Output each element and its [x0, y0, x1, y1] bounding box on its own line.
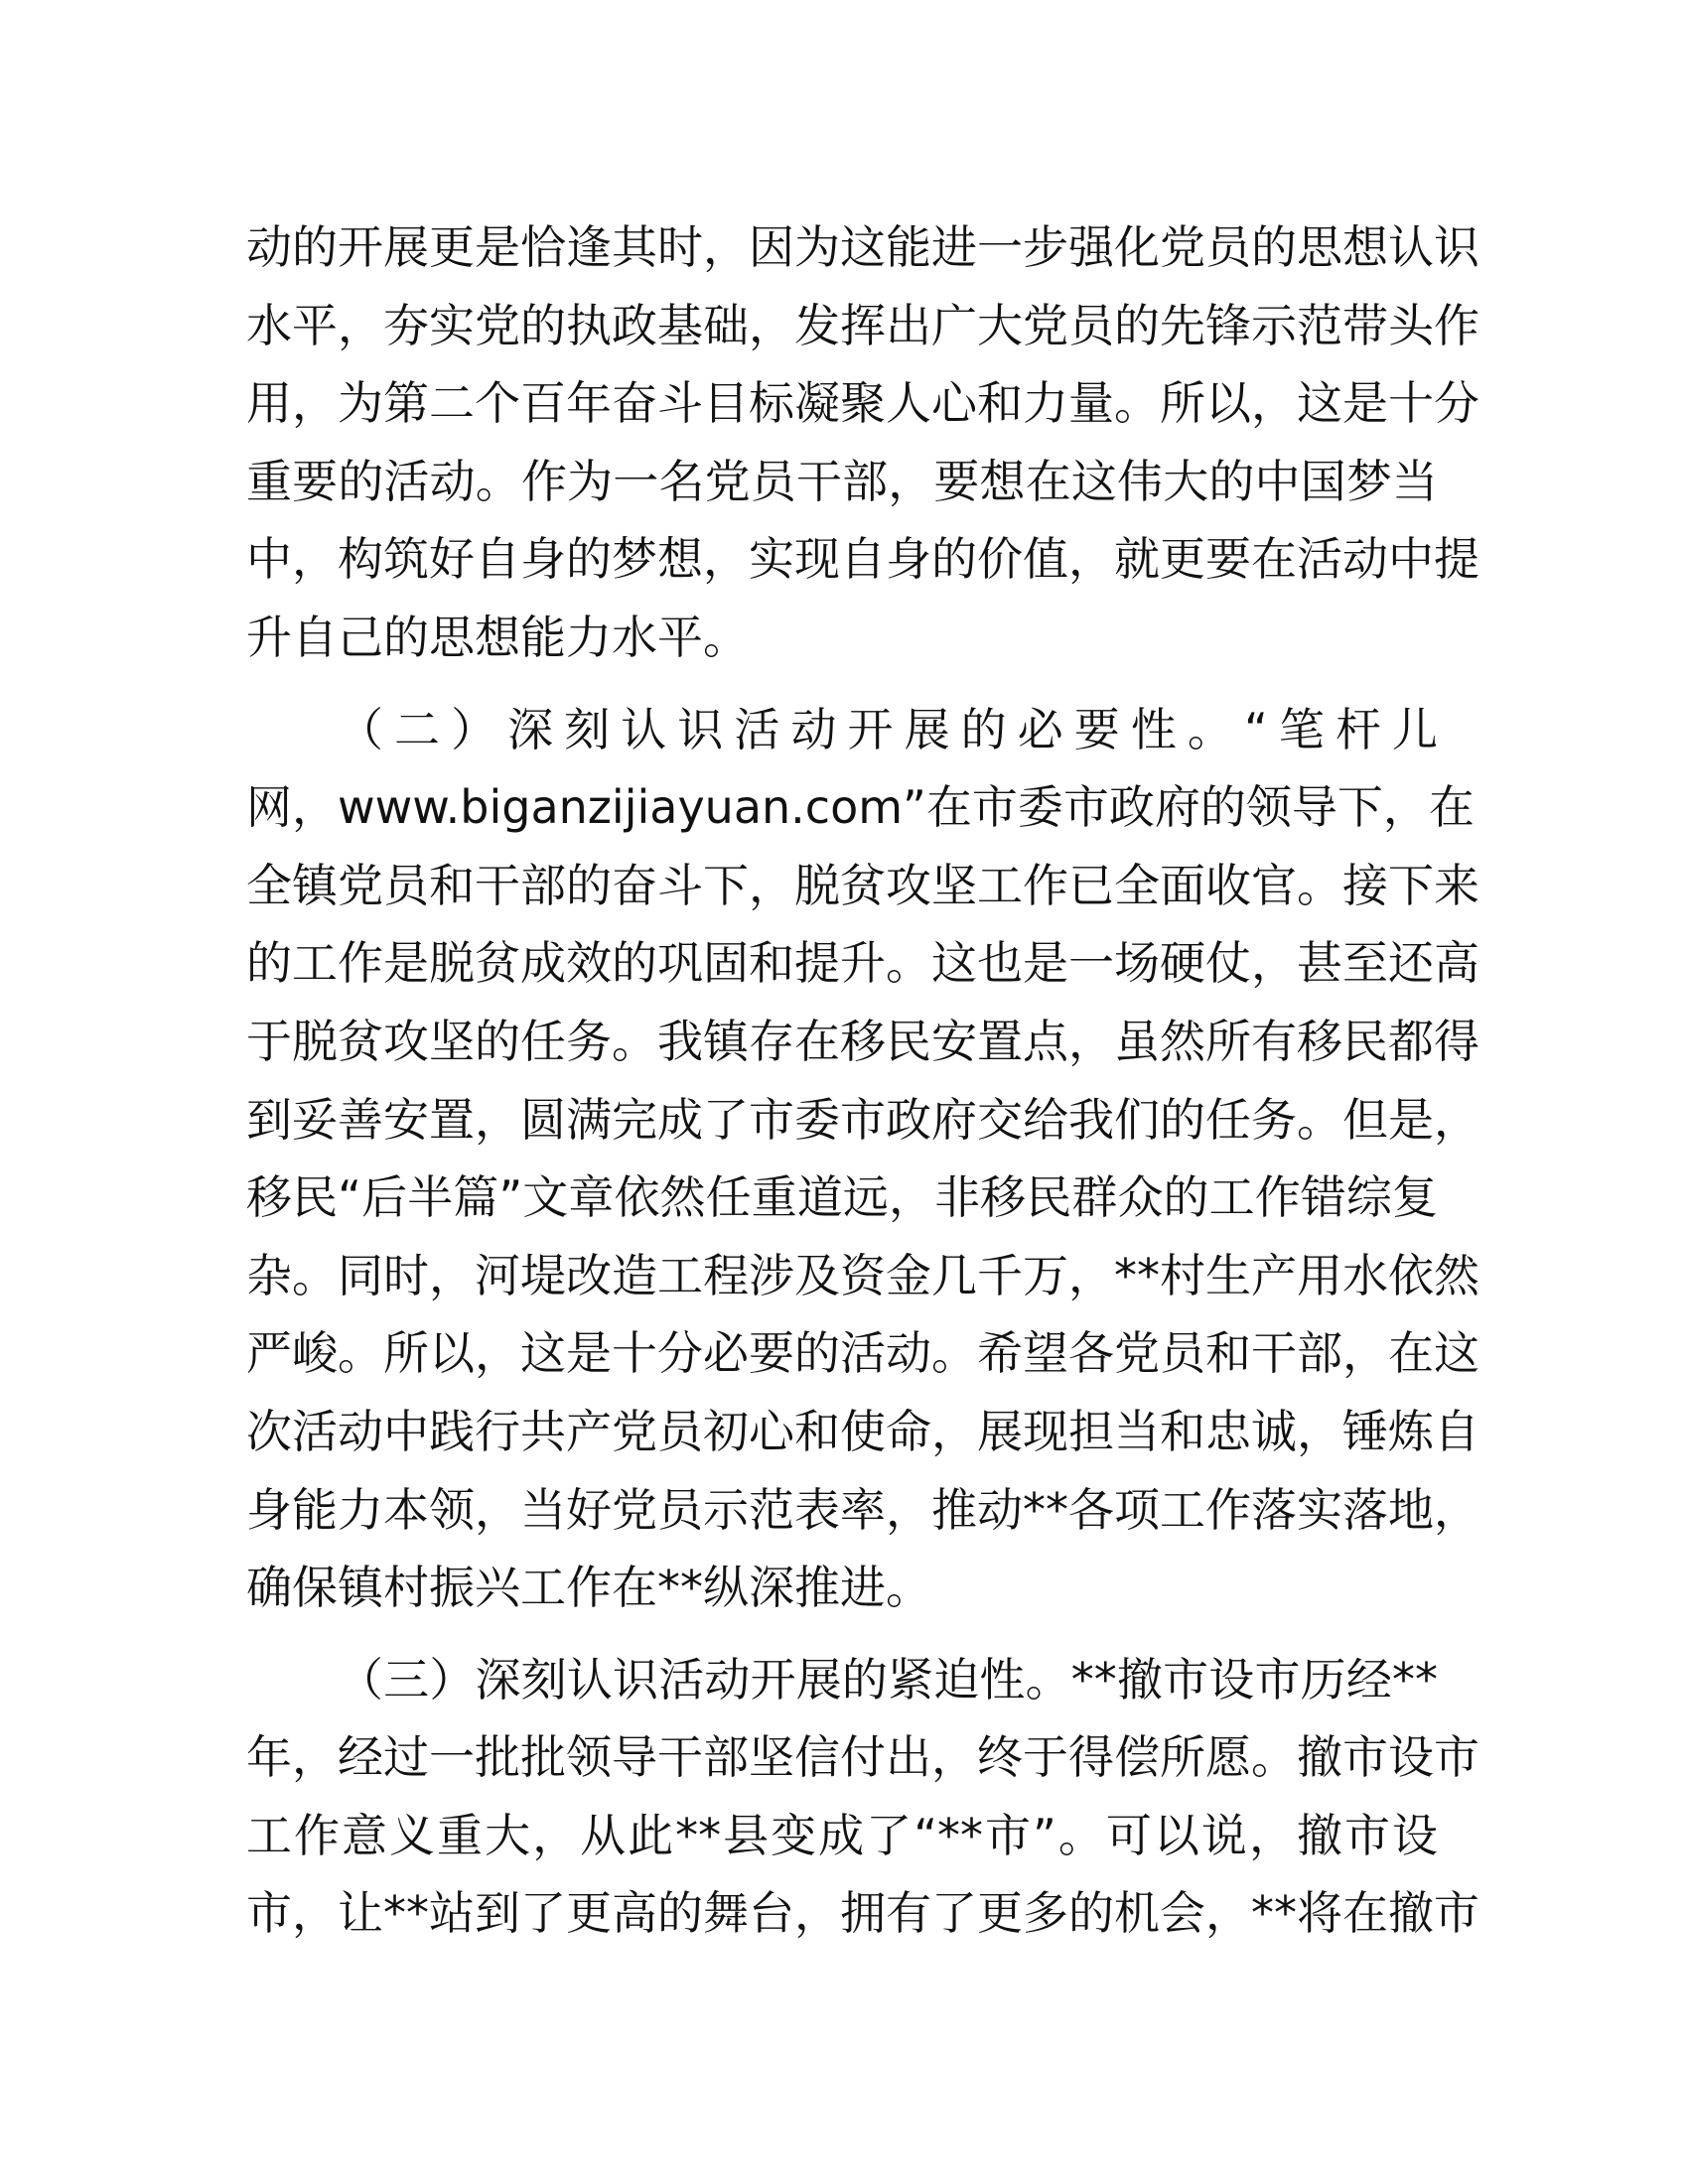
text-line: 工作意义重大，从此**县变成了“**市”。可以说，撤市设	[246, 1808, 1438, 1862]
text-line: 全镇党员和干部的奋斗下，脱贫攻坚工作已全面收官。接下来	[246, 858, 1479, 912]
paragraph-2	[246, 691, 1479, 1627]
text-line: 确保镇村振兴工作在**纵深推进。	[246, 1561, 931, 1615]
paragraph-3	[246, 1641, 1479, 1953]
text-line: 到妥善安置，圆满完成了市委市政府交给我们的任务。但是，	[246, 1092, 1479, 1147]
text-line: 严峻。所以，这是十分必要的活动。希望各党员和干部，在这	[246, 1326, 1479, 1381]
text-line: 动的开展更是恰逢其时，因为这能进一步强化党员的思想认识	[246, 220, 1479, 274]
section-heading-line: （三）深刻认识活动开展的紧迫性。**撤市设市历经**	[338, 1652, 1438, 1706]
text-line: 移民“后半篇”文章依然任重道远，非移民群众的工作错综复	[246, 1170, 1438, 1225]
document-page	[246, 208, 1479, 1953]
section-heading-line: （二）深刻认识活动开展的必要性。“笔杆儿	[338, 702, 1438, 756]
text-line: 次活动中践行共产党员初心和使命，展现担当和忠诚，锤炼自	[246, 1404, 1479, 1458]
text-line: 重要的活动。作为一名党员干部，要想在这伟大的中国梦当	[246, 454, 1438, 508]
text-line: 身能力本领，当好党员示范表率，推动**各项工作落实落地，	[246, 1482, 1479, 1537]
text-line: 的工作是脱贫成效的巩固和提升。这也是一场硬仗，甚至还高	[246, 936, 1479, 991]
text-line: 升自己的思想能力水平。	[246, 610, 749, 664]
text-line: 网，www.biganzijiayuan.com”在市委市政府的领导下，在	[246, 780, 1475, 835]
paragraph-1	[246, 208, 1479, 677]
text-line: 水平，夯实党的执政基础，发挥出广大党员的先锋示范带头作	[246, 298, 1479, 352]
text-line: 杂。同时，河堤改造工程涉及资金几千万，**村生产用水依然	[246, 1248, 1479, 1302]
text-line: 用，为第二个百年奋斗目标凝聚人心和力量。所以，这是十分	[246, 376, 1479, 431]
text-line: 年，经过一批批领导干部坚信付出，终于得偿所愿。撤市设市	[246, 1730, 1479, 1785]
text-line: 中，构筑好自身的梦想，实现自身的价值，就更要在活动中提	[246, 532, 1479, 587]
text-line: 市，让**站到了更高的舞台，拥有了更多的机会，**将在撤市	[246, 1886, 1479, 1941]
text-line: 于脱贫攻坚的任务。我镇存在移民安置点，虽然所有移民都得	[246, 1014, 1479, 1068]
